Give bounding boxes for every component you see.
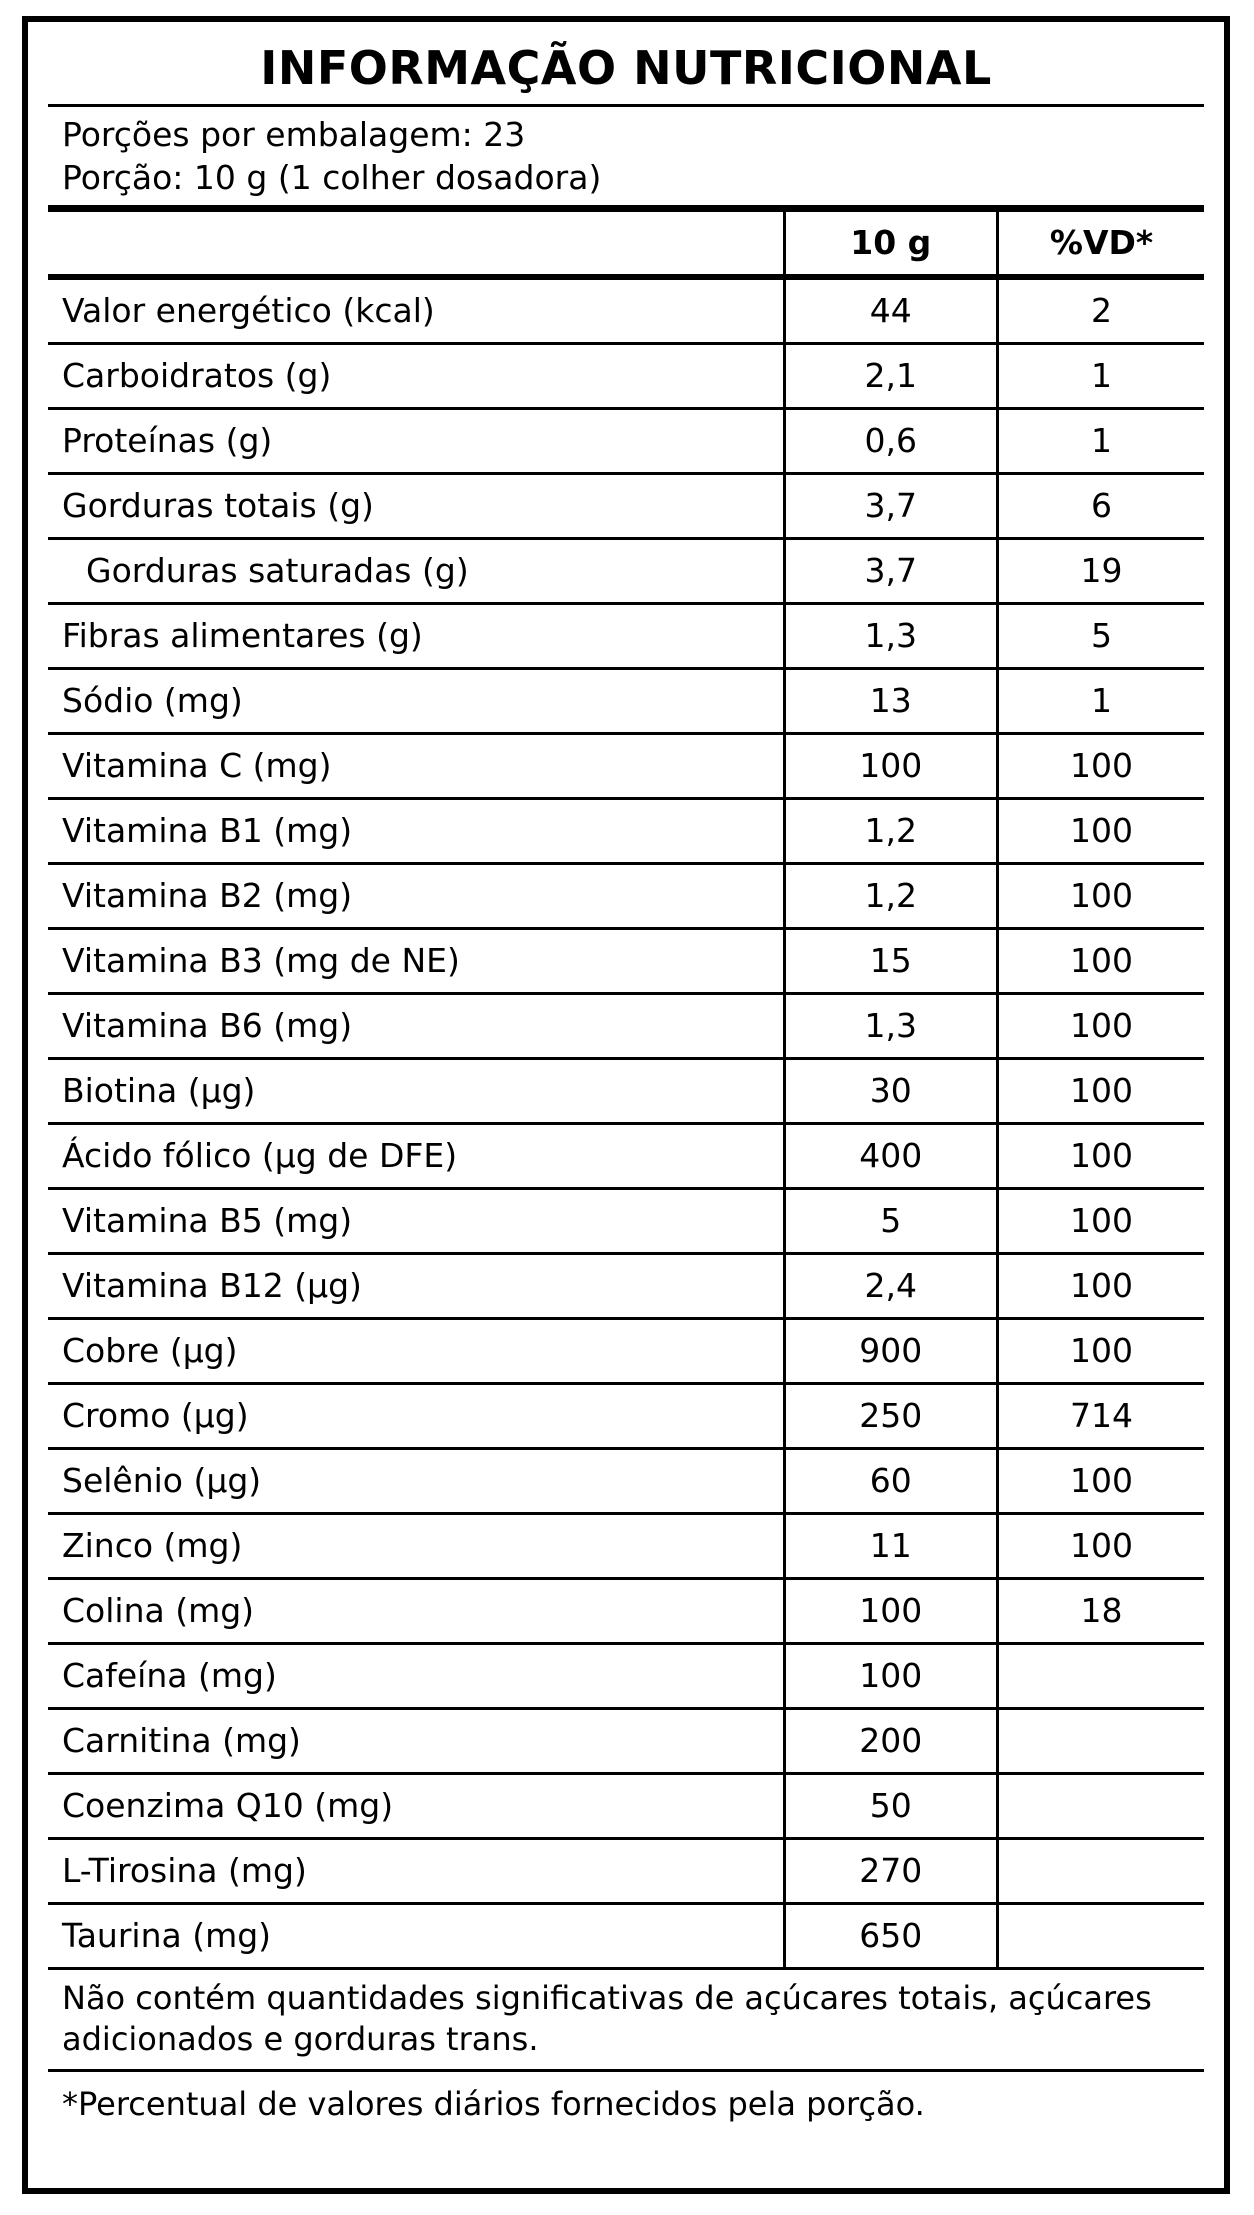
servings-per-package: Porções por embalagem: 23	[62, 115, 526, 155]
table-row	[48, 863, 1204, 928]
nutrient-name: Vitamina B12 (µg)	[48, 1253, 784, 1318]
nutrient-dv	[998, 1708, 1204, 1773]
nutrient-name: Vitamina B6 (mg)	[48, 993, 784, 1058]
table-row	[48, 473, 1204, 538]
table-row	[48, 993, 1204, 1058]
nutrient-amount: 11	[784, 1513, 998, 1578]
nutrient-name: Sódio (mg)	[48, 668, 784, 733]
nutrient-amount: 250	[784, 1383, 998, 1448]
table-row	[48, 1513, 1204, 1578]
nutrient-name: Valor energético (kcal)	[48, 277, 784, 344]
table-row	[48, 1058, 1204, 1123]
nutrient-dv: 18	[998, 1578, 1204, 1643]
table-row	[48, 538, 1204, 603]
nutrient-amount: 15	[784, 928, 998, 993]
table-row	[48, 1578, 1204, 1643]
nutrient-amount: 650	[784, 1903, 998, 1967]
table-row	[48, 1773, 1204, 1838]
nutrient-name: Vitamina B1 (mg)	[48, 798, 784, 863]
serving-size: Porção: 10 g (1 colher dosadora)	[62, 157, 602, 197]
nutrient-dv: 5	[998, 603, 1204, 668]
nutrient-name: Cobre (µg)	[48, 1318, 784, 1383]
nutrient-name: Taurina (mg)	[62, 1916, 272, 1956]
nutrient-name: Biotina (µg)	[48, 1058, 784, 1123]
nutrition-table	[48, 212, 1204, 1967]
nutrient-name: Zinco (mg)	[48, 1513, 784, 1578]
nutrient-amount: 1,2	[784, 863, 998, 928]
nutrient-name: Cromo (µg)	[48, 1383, 784, 1448]
nutrient-dv: 100	[998, 863, 1204, 928]
nutrient-dv: 1	[998, 343, 1204, 408]
table-row	[48, 1448, 1204, 1513]
table-row	[48, 1708, 1204, 1773]
table-row	[48, 1903, 1204, 1967]
nutrient-amount: 3,7	[784, 538, 998, 603]
nutrient-name: Gorduras saturadas (g)	[48, 538, 784, 603]
nutrition-table-body	[48, 277, 1204, 1967]
table-row	[48, 343, 1204, 408]
nutrient-dv: 100	[998, 1058, 1204, 1123]
nutrient-dv: 100	[998, 798, 1204, 863]
nutrient-dv	[998, 1643, 1204, 1708]
nutrient-dv	[998, 1838, 1204, 1903]
footnote-vd-note: *Percentual de valores diários fornecidos pela porção.	[62, 2084, 925, 2123]
nutrient-dv: 100	[998, 1253, 1204, 1318]
nutrient-name: Gorduras totais (g)	[48, 473, 784, 538]
nutrient-amount: 100	[784, 1578, 998, 1643]
nutrient-amount: 60	[784, 1448, 998, 1513]
nutrient-dv: 100	[998, 928, 1204, 993]
column-header-amount: 10 g	[784, 212, 998, 277]
nutrient-amount: 5	[784, 1188, 998, 1253]
nutrient-dv: 100	[998, 1188, 1204, 1253]
nutrition-facts-inner	[48, 30, 1204, 2180]
nutrient-dv: 100	[998, 993, 1204, 1058]
nutrient-name: Ácido fólico (µg de DFE)	[48, 1123, 784, 1188]
nutrient-amount: 200	[784, 1708, 998, 1773]
nutrient-name: Carnitina (mg)	[48, 1708, 784, 1773]
nutrient-amount: 900	[784, 1318, 998, 1383]
nutrient-dv: 1	[998, 408, 1204, 473]
nutrient-dv: 2	[998, 277, 1204, 344]
servings-block	[48, 107, 1204, 204]
table-row	[48, 603, 1204, 668]
nutrient-dv: 100	[998, 1513, 1204, 1578]
page-title: INFORMAÇÃO NUTRICIONAL	[260, 41, 992, 95]
table-row	[48, 277, 1204, 344]
table-row	[48, 1383, 1204, 1448]
nutrient-amount: 13	[784, 668, 998, 733]
nutrient-name: Vitamina B5 (mg)	[48, 1188, 784, 1253]
table-header-row	[48, 212, 1204, 277]
nutrient-dv: 100	[998, 733, 1204, 798]
table-row	[48, 408, 1204, 473]
nutrient-name: Vitamina B2 (mg)	[48, 863, 784, 928]
nutrient-amount: 50	[784, 1773, 998, 1838]
table-row	[48, 1188, 1204, 1253]
nutrient-dv: 100	[998, 1318, 1204, 1383]
column-header-nutrient	[48, 212, 784, 277]
nutrient-amount: 1,3	[784, 603, 998, 668]
nutrient-dv	[998, 1903, 1204, 1967]
table-row	[48, 1838, 1204, 1903]
nutrient-dv: 100	[998, 1448, 1204, 1513]
nutrient-amount: 2,1	[784, 343, 998, 408]
nutrient-amount: 0,6	[784, 408, 998, 473]
nutrient-dv: 714	[998, 1383, 1204, 1448]
nutrient-dv: 1	[998, 668, 1204, 733]
nutrient-amount: 44	[784, 277, 998, 344]
nutrient-amount: 30	[784, 1058, 998, 1123]
divider-above-table	[48, 205, 1204, 212]
nutrient-amount: 400	[784, 1123, 998, 1188]
nutrient-amount: 1,2	[784, 798, 998, 863]
nutrient-name: L-Tirosina (mg)	[48, 1838, 784, 1903]
nutrient-amount: 100	[784, 1643, 998, 1708]
nutrient-name: Vitamina B3 (mg de NE)	[48, 928, 784, 993]
table-row	[48, 1643, 1204, 1708]
nutrient-name: Vitamina C (mg)	[48, 733, 784, 798]
table-row	[48, 1318, 1204, 1383]
table-row	[48, 798, 1204, 863]
column-header-dv: %VD*	[998, 212, 1204, 277]
table-row	[48, 733, 1204, 798]
nutrient-dv: 6	[998, 473, 1204, 538]
nutrient-name: Fibras alimentares (g)	[48, 603, 784, 668]
nutrition-table-head	[48, 212, 1204, 277]
nutrient-dv: 100	[998, 1123, 1204, 1188]
table-row	[48, 668, 1204, 733]
nutrient-name: Cafeína (mg)	[48, 1643, 784, 1708]
nutrient-name: Carboidratos (g)	[48, 343, 784, 408]
table-row	[48, 1123, 1204, 1188]
table-row	[48, 928, 1204, 993]
nutrition-facts-panel	[22, 16, 1230, 2194]
nutrient-name: Coenzima Q10 (mg)	[48, 1773, 784, 1838]
nutrient-name: Selênio (µg)	[48, 1448, 784, 1513]
footnote-insignificant: Não contém quantidades significativas de açúcares totais, açúcares adicionados e gorduras trans.	[62, 1978, 1152, 2059]
nutrient-amount: 100	[784, 733, 998, 798]
nutrient-amount: 1,3	[784, 993, 998, 1058]
nutrient-amount: 2,4	[784, 1253, 998, 1318]
nutrient-dv: 19	[998, 538, 1204, 603]
nutrient-name: Colina (mg)	[48, 1578, 784, 1643]
table-row	[48, 1253, 1204, 1318]
nutrient-amount: 270	[784, 1838, 998, 1903]
nutrient-amount: 3,7	[784, 473, 998, 538]
nutrient-dv	[998, 1773, 1204, 1838]
nutrient-name: Proteínas (g)	[48, 408, 784, 473]
